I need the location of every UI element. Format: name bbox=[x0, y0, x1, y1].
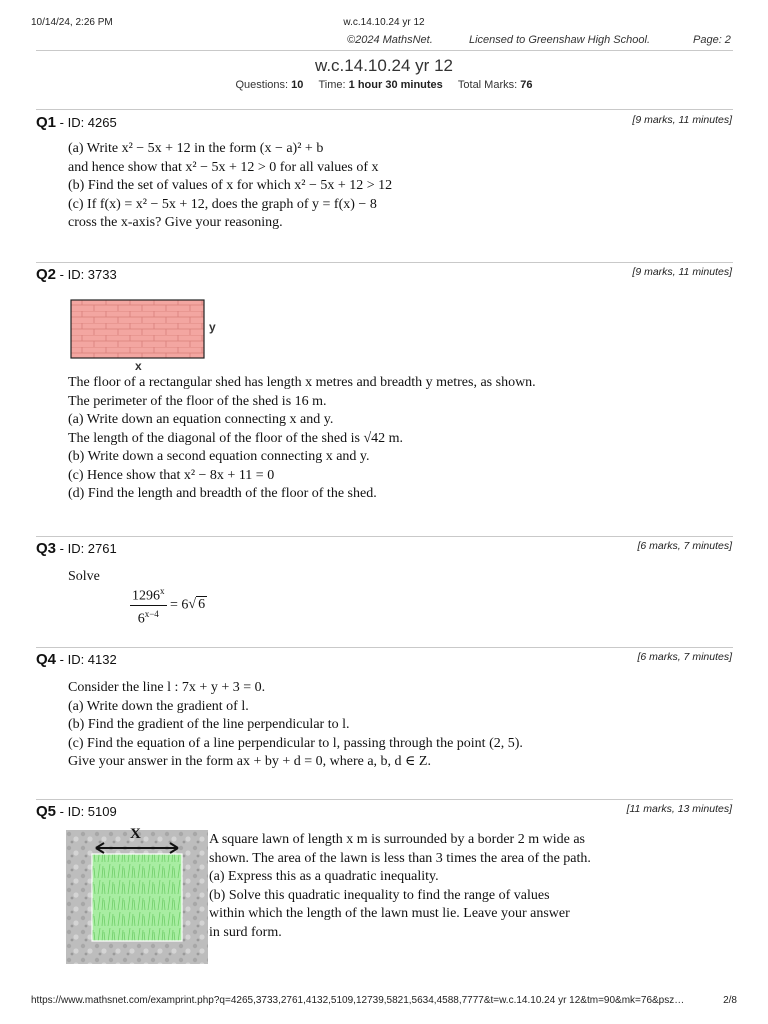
equation-denominator: 6 bbox=[137, 611, 145, 627]
question-marks: [6 marks, 7 minutes] bbox=[637, 540, 732, 552]
question-id: - ID: 2761 bbox=[59, 541, 117, 556]
questions-value: 10 bbox=[291, 79, 304, 91]
question-divider bbox=[36, 799, 733, 800]
question-header bbox=[36, 266, 117, 283]
question-number: Q2 bbox=[36, 266, 57, 283]
question-number: Q3 bbox=[36, 540, 57, 557]
question-marks: [9 marks, 11 minutes] bbox=[632, 266, 732, 278]
print-doc-name: w.c.14.10.24 yr 12 bbox=[343, 17, 425, 28]
question-header bbox=[36, 114, 117, 131]
equation-denominator-exp: x−4 bbox=[144, 608, 159, 619]
question-header bbox=[36, 651, 117, 668]
question-body bbox=[68, 679, 523, 772]
time-value: 1 hour 30 minutes bbox=[348, 79, 443, 91]
question-line: Consider the line l : 7x + y + 3 = 0. bbox=[68, 680, 266, 695]
question-header bbox=[36, 803, 117, 820]
question-line: (a) Express this as a quadratic inequality. bbox=[209, 869, 439, 884]
question-body bbox=[68, 568, 100, 587]
lawn-diagram bbox=[66, 830, 208, 964]
question-line: shown. The area of the lawn is less than 3 times the area of the path. bbox=[209, 850, 591, 866]
question-line: The perimeter of the floor of the shed is 16 m. bbox=[68, 393, 327, 409]
question-body bbox=[68, 374, 536, 504]
exam-title: w.c.14.10.24 yr 12 bbox=[315, 56, 453, 75]
lawn-label-x: X bbox=[130, 826, 141, 842]
question-line: (b) Write down a second equation connecting x and y. bbox=[68, 449, 370, 464]
question-number: Q1 bbox=[36, 114, 57, 131]
question-line: (b) Find the gradient of the line perpendicular to l. bbox=[68, 717, 350, 732]
print-datetime: 10/14/24, 2:26 PM bbox=[31, 17, 113, 28]
question-line: Give your answer in the form ax + by + d = 0, where a, b, d ∈ Z. bbox=[68, 754, 431, 769]
question-id: - ID: 4265 bbox=[59, 115, 117, 130]
diagram-label-x: x bbox=[135, 359, 142, 373]
question-body bbox=[68, 140, 392, 233]
equation-numerator-exp: x bbox=[160, 586, 165, 596]
brick-floor-diagram bbox=[70, 299, 220, 371]
question-marks: [11 marks, 13 minutes] bbox=[626, 803, 732, 815]
question-header bbox=[36, 540, 117, 557]
total-marks-value: 76 bbox=[520, 79, 533, 91]
question-line: (c) Find the equation of a line perpendicular to l, passing through the point (2, 5). bbox=[68, 735, 523, 751]
question-line: (b) Solve this quadratic inequality to find the range of values bbox=[209, 887, 550, 903]
question-line: within which the length of the lawn must lie. Leave your answer bbox=[209, 906, 570, 921]
question-id: - ID: 3733 bbox=[59, 267, 117, 282]
question-body bbox=[209, 831, 591, 942]
question-divider bbox=[36, 109, 733, 110]
header-divider bbox=[36, 50, 733, 51]
question-line: and hence show that x² − 5x + 12 > 0 for all values of x bbox=[68, 159, 379, 175]
question-divider bbox=[36, 647, 733, 648]
question-number: Q4 bbox=[36, 651, 57, 668]
question-id: - ID: 4132 bbox=[59, 652, 117, 667]
question-number: Q5 bbox=[36, 803, 57, 820]
question-line: A square lawn of length x m is surrounded by a border 2 m wide as bbox=[209, 832, 585, 847]
question-line: cross the x-axis? Give your reasoning. bbox=[68, 215, 283, 230]
exam-meta bbox=[0, 79, 768, 91]
page-number: Page: 2 bbox=[693, 34, 731, 46]
equation bbox=[130, 583, 207, 627]
question-divider bbox=[36, 262, 733, 263]
question-line: The length of the diagonal of the floor of the shed is √42 m. bbox=[68, 430, 404, 446]
question-line: (a) Write x² − 5x + 12 in the form (x − a)² + b bbox=[68, 141, 324, 156]
question-line: (b) Find the set of values of x for which x² − 5x + 12 > 12 bbox=[68, 178, 393, 193]
question-line: (d) Find the length and breadth of the floor of the shed. bbox=[68, 486, 377, 501]
question-line: Solve bbox=[68, 569, 100, 584]
equation-rhs-root: 6 bbox=[198, 597, 206, 613]
footer-url[interactable]: https://www.mathsnet.com/examprint.php?q=4265,3733,2761,4132,5109,12739,5821,5634,4588,7777&t=w.c.14.10.24 yr 12&tm=90&mk=76&psz… bbox=[31, 995, 685, 1006]
equation-rhs: = 6 bbox=[170, 597, 189, 613]
license-text: Licensed to Greenshaw High School. bbox=[469, 34, 650, 46]
question-line: (a) Write down the gradient of l. bbox=[68, 698, 249, 714]
equation-fraction bbox=[130, 583, 167, 627]
question-line: in surd form. bbox=[209, 924, 282, 940]
questions-label: Questions: bbox=[235, 79, 289, 91]
diagram-label-y: y bbox=[209, 320, 216, 334]
total-marks-label: Total Marks: bbox=[457, 79, 518, 91]
question-marks: [6 marks, 7 minutes] bbox=[637, 651, 732, 663]
question-id: - ID: 5109 bbox=[59, 804, 117, 819]
question-line: (a) Write down an equation connecting x and y. bbox=[68, 412, 334, 427]
question-line: The floor of a rectangular shed has length x metres and breadth y metres, as shown. bbox=[68, 375, 536, 390]
question-divider bbox=[36, 536, 733, 537]
question-line: (c) If f(x) = x² − 5x + 12, does the graph of y = f(x) − 8 bbox=[68, 196, 377, 212]
footer-page-count: 2/8 bbox=[723, 995, 737, 1006]
time-label: Time: bbox=[318, 79, 346, 91]
question-marks: [9 marks, 11 minutes] bbox=[632, 114, 732, 126]
copyright-text: ©2024 MathsNet. bbox=[347, 34, 433, 46]
equation-numerator: 1296 bbox=[132, 588, 160, 604]
sqrt-symbol: √ 6 bbox=[188, 597, 206, 613]
question-line: (c) Hence show that x² − 8x + 11 = 0 bbox=[68, 467, 275, 483]
